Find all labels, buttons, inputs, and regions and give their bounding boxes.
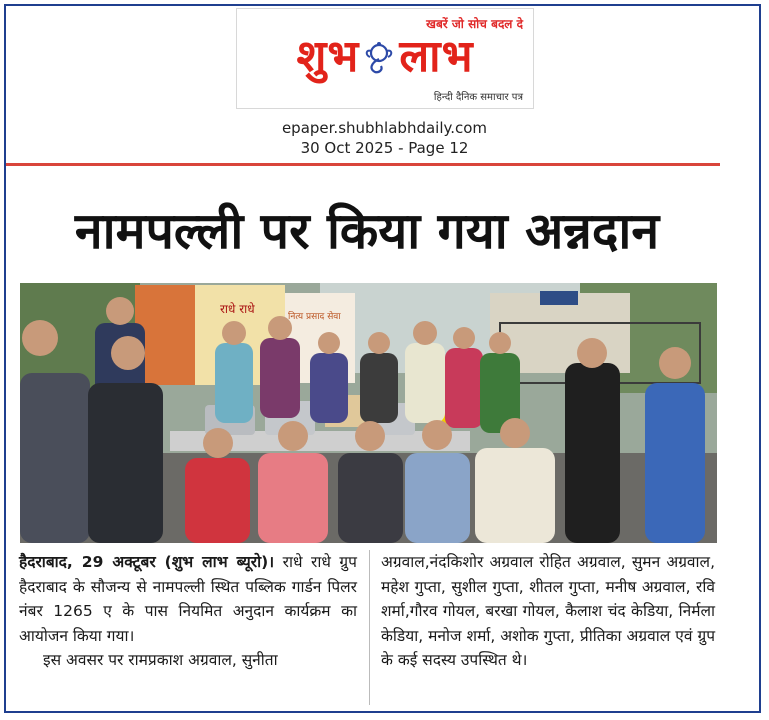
photo-illustration bbox=[20, 283, 717, 543]
masthead-wordmark bbox=[237, 31, 533, 83]
masthead-name-right: लाभ bbox=[399, 31, 474, 82]
masthead-tagline: खबरें जो सोच बदल दे bbox=[426, 17, 523, 31]
article-para-2-start: इस अवसर पर रामप्रकाश अग्रवाल, सुनीता bbox=[43, 651, 278, 669]
article-para-1 bbox=[19, 550, 357, 648]
source-date-page: 30 Oct 2025 - Page 12 bbox=[300, 139, 469, 157]
ganesh-icon bbox=[361, 39, 397, 75]
masthead-name-left: शुभ bbox=[296, 31, 360, 82]
header-rule bbox=[6, 163, 720, 166]
masthead-logo bbox=[236, 8, 534, 109]
article-para-1-text: राधे राधे ग्रुप हैदराबाद के सौजन्य से नामपल्ली स्थित पब्लिक गार्डन पिलर नंबर 1265 ए के पास नियमित अनुदान कार्यक्रम का आयोजन किया गया। bbox=[19, 553, 357, 645]
article-para-2-cont: अग्रवाल,नंदकिशोर अग्रवाल रोहित अग्रवाल, सुमन अग्रवाल, महेश गुप्ता, सुशील गुप्ता, शीतल गुप्ता, मनीष अग्रवाल, रवि शर्मा,गौरव गोयल, बरखा गोयल, कैलाश चंद केडिया, निर्मला केडिया, मनोज शर्मा, अशोक गुप्ता, प्रीतिका अग्रवाल एवं ग्रुप के कई सदस्य उपस्थित थे। bbox=[381, 553, 715, 669]
photo-banner-text-2: नित्य प्रसाद सेवा bbox=[288, 312, 341, 322]
column-divider bbox=[369, 550, 370, 705]
article-dateline: हैदराबाद, 29 अक्टूबर (शुभ लाभ ब्यूरो)। bbox=[19, 553, 275, 571]
article-column-2 bbox=[381, 550, 715, 673]
article-photo bbox=[20, 283, 717, 543]
source-url: epaper.shubhlabhdaily.com bbox=[281, 119, 488, 137]
article-column-1 bbox=[19, 550, 357, 673]
article-headline: नामपल्ली पर किया गया अन्नदान bbox=[74, 202, 660, 260]
photo-banner-text-1: राधे राधे bbox=[220, 302, 255, 316]
masthead-subtitle: हिन्दी दैनिक समाचार पत्र bbox=[433, 92, 523, 103]
